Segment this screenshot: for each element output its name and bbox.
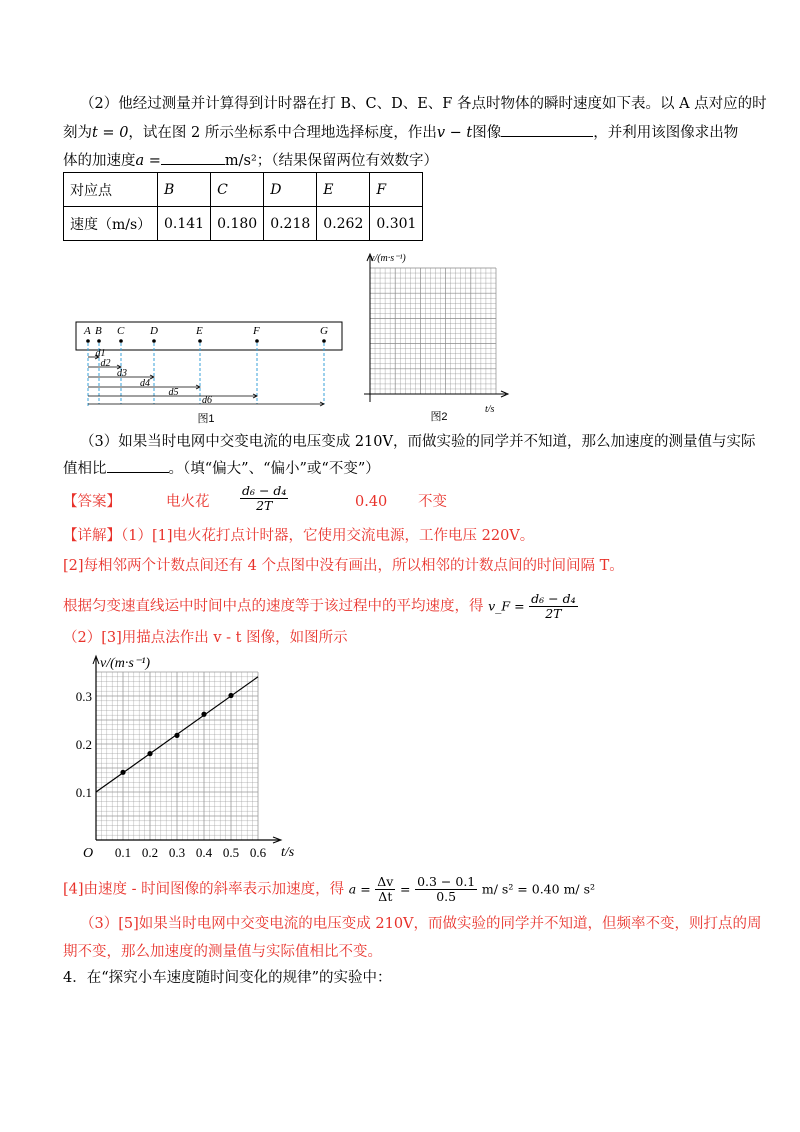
table-row — [64, 207, 423, 241]
answer-1: 电火花 — [166, 494, 210, 510]
detail-label: 【详解】 — [63, 528, 121, 544]
data-point — [120, 770, 125, 775]
q2-line2 — [63, 122, 738, 143]
answer-2-fraction — [240, 484, 288, 513]
q2-line2c: 图像 — [472, 125, 502, 141]
answer-4: 不变 — [418, 494, 447, 510]
t0-eq: t = 0 — [92, 125, 129, 141]
answer-blank-graph[interactable] — [501, 122, 593, 137]
q2-line1: （2）他经过测量并计算得到计时器在打 B、C、D、E、F 各点时物体的瞬时速度如下表。以 A 点对应的时 — [80, 96, 767, 112]
y-tick-label: 0.2 — [75, 737, 92, 752]
dt: Δt — [378, 889, 393, 904]
vf-symbol: v_F = — [488, 598, 525, 614]
table-cell: 0.262 — [317, 207, 370, 241]
tape-point-label: A — [84, 325, 91, 337]
calc-numerator: 0.3 − 0.1 — [417, 874, 476, 889]
answer-blank-acceleration[interactable] — [161, 150, 225, 165]
calc-result: m/ s² = 0.40 m/ s² — [481, 881, 596, 897]
tape-point-label: B — [95, 325, 102, 337]
detail-line7: 期不变，那么加速度的测量值与实际值相比不变。 — [63, 944, 382, 960]
figure1-caption: 图1 — [197, 413, 215, 425]
answer-2-numerator: d₆ − d₄ — [242, 483, 287, 498]
q4-line: 4．在“探究小车速度随时间变化的规律”的实验中： — [63, 970, 392, 986]
detail-text-5: [4]由速度 - 时间图像的斜率表示加速度，得 — [63, 881, 345, 898]
dimension-label: d6 — [202, 395, 212, 406]
dimension-label: d2 — [100, 358, 111, 369]
table-cell: 0.180 — [211, 207, 264, 241]
dimension-label: d1 — [95, 348, 106, 359]
velocity-table — [63, 172, 423, 241]
q2-line2b: ，试在图 2 所示坐标系中合理地选择标度，作出 — [128, 125, 437, 141]
table-cell: B — [158, 173, 211, 207]
chart-ylabel: v/(m·s⁻¹) — [100, 656, 151, 671]
table-cell: 0.301 — [370, 207, 423, 241]
table-cell: C — [211, 173, 264, 207]
detail-line2: [2]每相邻两个计数点间还有 4 个点图中没有画出，所以相邻的计数点间的时间间隔 T。 — [63, 558, 624, 574]
tape-dot — [119, 339, 123, 343]
detail-line4: （2）[3]用描点法作出 v - t 图像，如图所示 — [63, 630, 348, 646]
figure1-tape — [60, 318, 350, 428]
detail-text-3: 根据匀变速直线运中时间中点的速度等于该过程中的平均速度，得 — [63, 598, 484, 615]
tape-dot — [255, 339, 259, 343]
a-eq: a = — [135, 153, 161, 169]
answer-2-denominator: 2T — [256, 498, 273, 513]
detail-text-1: （1）[1]电火花打点计时器，它使用交流电源，工作电压 220V。 — [121, 528, 535, 544]
vt-symbol: v − t — [436, 125, 473, 141]
tape-point-label: D — [150, 325, 158, 337]
q2-line3b: m/s²；（结果保留两位有效数字） — [224, 153, 439, 169]
detail-line3 — [63, 592, 578, 621]
q2-line3 — [63, 150, 438, 171]
tape-dot — [97, 339, 101, 343]
tape-strip — [76, 322, 342, 350]
tape-point-label: E — [196, 325, 203, 337]
data-point — [201, 712, 206, 717]
figure2-grid — [356, 248, 516, 428]
table-cell: 对应点 — [64, 173, 158, 207]
dv: Δv — [377, 874, 394, 889]
calc-denominator: 0.5 — [436, 889, 457, 904]
x-tick-label: 0.1 — [114, 845, 132, 860]
vf-denominator: 2T — [545, 606, 562, 621]
tape-point-label: G — [320, 325, 328, 337]
answer-label: 【答案】 — [63, 494, 121, 510]
q2-line2a: 刻为 — [63, 125, 92, 141]
table-cell: 速度（m/s） — [64, 207, 158, 241]
x-tick-label: 0.3 — [168, 845, 186, 860]
table-cell: E — [317, 173, 370, 207]
table-cell: D — [264, 173, 317, 207]
answer-3: 0.40 — [355, 494, 388, 510]
chart-origin: O — [83, 846, 94, 861]
tape-dot — [152, 339, 156, 343]
x-tick-label: 0.4 — [195, 845, 213, 860]
x-tick-label: 0.6 — [249, 845, 267, 860]
answer-blank-comparison[interactable] — [107, 458, 169, 473]
vt-chart — [63, 650, 303, 865]
dimension-label: d3 — [117, 368, 127, 379]
vf-numerator: d₆ − d₄ — [531, 591, 576, 606]
tape-dot — [198, 339, 202, 343]
q3-line2b: 。（填“偏大”、“偏小”或“不变”） — [168, 461, 380, 477]
table-row — [64, 173, 423, 207]
detail-line6: （3）[5]如果当时电网中交变电流的电压变成 210V，而做实验的同学并不知道，但频率不变，则打点的周 — [80, 916, 762, 932]
table-cell: F — [370, 173, 423, 207]
eq-sign: = — [399, 881, 411, 897]
y-tick-label: 0.1 — [75, 785, 92, 800]
x-tick-label: 0.5 — [222, 845, 240, 860]
x-tick-label: 0.2 — [141, 845, 159, 860]
figure2-caption: 图2 — [430, 411, 448, 423]
q2-line3a: 体的加速度 — [63, 153, 136, 169]
a-symbol: a = — [348, 881, 371, 897]
detail-line1 — [63, 526, 534, 546]
dimension-label: d5 — [168, 387, 179, 398]
q3-line2 — [63, 458, 380, 479]
detail-line5 — [63, 875, 595, 904]
table-cell: 0.141 — [158, 207, 211, 241]
data-point — [174, 733, 179, 738]
chart-xlabel: t/s — [281, 845, 295, 860]
figure2-ylabel: v/(m·s⁻¹) — [370, 253, 406, 264]
tape-point-label: F — [253, 325, 260, 337]
figure2-xlabel: t/s — [485, 404, 495, 415]
tape-dot — [322, 339, 326, 343]
tape-point-label: C — [117, 325, 125, 337]
tape-dot — [86, 339, 90, 343]
q3-line2a: 值相比 — [63, 461, 107, 477]
y-tick-label: 0.3 — [75, 689, 92, 704]
dimension-label: d4 — [140, 378, 150, 389]
q2-line2d: ，并利用该图像求出物 — [593, 125, 739, 141]
q3-line1: （3）如果当时电网中交变电流的电压变成 210V，而做实验的同学并不知道，那么加速度的测量值与实际 — [80, 434, 756, 450]
data-point — [228, 693, 233, 698]
data-point — [147, 751, 152, 756]
table-cell: 0.218 — [264, 207, 317, 241]
